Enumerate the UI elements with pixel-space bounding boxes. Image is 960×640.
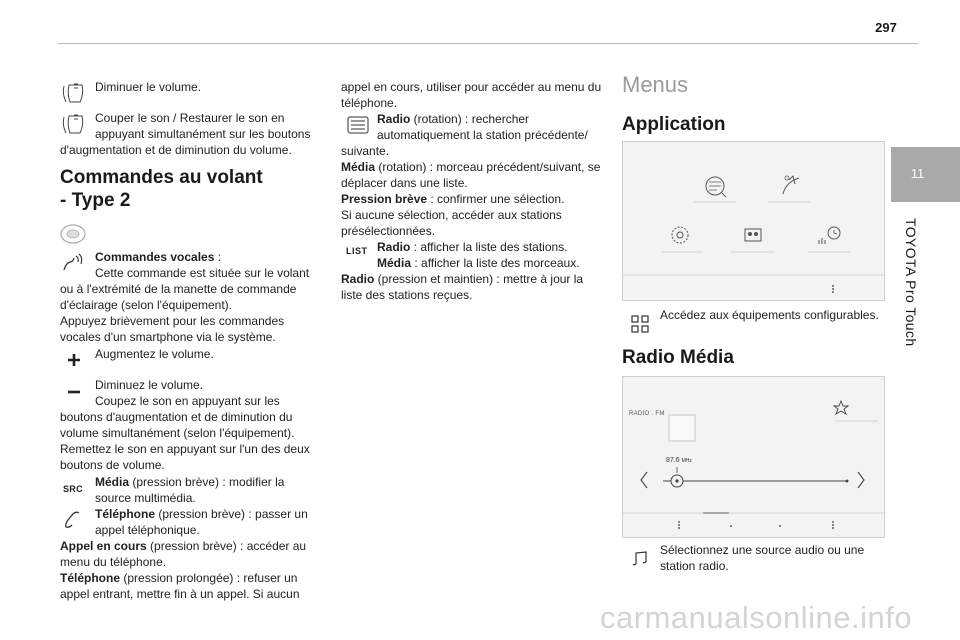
short-press-line: Si aucune sélection, accéder aux stations bbox=[341, 208, 562, 222]
minus-icon bbox=[66, 384, 82, 400]
voice-commands-line: Cette commande est située sur le volant bbox=[95, 266, 310, 280]
radio-media-heading: Radio Média bbox=[622, 347, 734, 368]
radio-media-screen bbox=[622, 376, 885, 538]
radio-media-description: Sélectionnez une source audio ou une bbox=[660, 543, 865, 557]
page-number: 297 bbox=[875, 20, 897, 35]
call-line: Appel en cours (pression brève) : accéder au bbox=[60, 539, 307, 553]
apps-icons-grid bbox=[623, 142, 886, 302]
voice-commands-line: Appuyez brièvement pour les commandes bbox=[60, 314, 285, 328]
plus-icon bbox=[66, 352, 82, 368]
src-button-label: SRC bbox=[63, 484, 83, 494]
voice-commands-line: Commandes vocales : bbox=[95, 250, 222, 264]
steering-switch-icon bbox=[60, 80, 94, 106]
voice-commands-line: ou à l'extrémité de la manette de commande bbox=[60, 282, 297, 296]
radio-band-label: RADIO . FM bbox=[629, 411, 665, 417]
media-rotation-line: Média (rotation) : morceau précédent/suivant, se bbox=[341, 160, 601, 174]
decrease-volume-text: Diminuer le volume. bbox=[95, 80, 202, 94]
short-press-line: présélectionnées. bbox=[341, 224, 436, 238]
col2-line: téléphone. bbox=[341, 96, 398, 110]
application-description: Accédez aux équipements configurables. bbox=[660, 308, 879, 322]
chapter-title: TOYOTA Pro Touch bbox=[903, 218, 919, 347]
application-heading: Application bbox=[622, 114, 726, 135]
steering-wheel-icon bbox=[58, 222, 88, 246]
phone-icon bbox=[62, 509, 84, 531]
media-line: Média (pression brève) : modifier la bbox=[95, 475, 285, 489]
media-line: source multimédia. bbox=[95, 491, 196, 505]
radio-rotation-line: automatiquement la station précédente/ bbox=[377, 128, 588, 142]
mute-text-line: appuyant simultanément sur les boutons bbox=[95, 127, 311, 141]
music-note-icon bbox=[630, 549, 650, 569]
minus-text-line: Diminuez le volume. bbox=[95, 378, 204, 392]
steering-switch-icon bbox=[60, 111, 94, 137]
phone-line: Téléphone (pression brève) : passer un bbox=[95, 507, 308, 521]
minus-text-line: boutons de volume. bbox=[60, 458, 165, 472]
chapter-number: 11 bbox=[910, 166, 925, 181]
radio-rotation-line: suivante. bbox=[341, 144, 390, 158]
watermark: carmanualsonline.info bbox=[600, 600, 913, 635]
voice-commands-line: vocales d'un smartphone via le système. bbox=[60, 330, 276, 344]
voice-command-icon bbox=[60, 253, 86, 275]
voice-commands-line: d'éclairage (selon l'équipement). bbox=[60, 298, 233, 312]
radio-media-description: station radio. bbox=[660, 559, 729, 573]
minus-text-line: Coupez le son en appuyant sur les bbox=[95, 394, 280, 408]
list-line: Média : afficher la liste des morceaux. bbox=[377, 256, 580, 270]
call-line: menu du téléphone. bbox=[60, 555, 167, 569]
menu-lines-icon bbox=[345, 114, 371, 136]
list-hold-line: liste des stations reçues. bbox=[341, 288, 473, 302]
radio-rotation-line: Radio (rotation) : rechercher bbox=[377, 112, 530, 126]
mute-text-line: d'augmentation et de diminution du volume. bbox=[60, 143, 292, 157]
menus-heading: Menus bbox=[622, 72, 689, 97]
short-press-line: Pression brève : confirmer une sélection. bbox=[341, 192, 565, 206]
phone2-line: appel entrant, mettre fin à un appel. Si aucun bbox=[60, 587, 300, 601]
phone2-line: Téléphone (pression prolongée) : refuser un bbox=[60, 571, 298, 585]
apps-grid-icon bbox=[630, 314, 650, 334]
list-button-label: LIST bbox=[346, 246, 368, 256]
media-rotation-line: déplacer dans une liste. bbox=[341, 176, 468, 190]
list-line: Radio : afficher la liste des stations. bbox=[377, 240, 568, 254]
section-heading-steering: Commandes au volant bbox=[60, 167, 263, 188]
radio-screen-graphics bbox=[623, 377, 886, 539]
mute-text-line: Couper le son / Restaurer le son en bbox=[95, 111, 285, 125]
minus-text-line: Remettez le son en appuyant sur l'un des deux bbox=[60, 442, 310, 456]
section-heading-steering-type: - Type 2 bbox=[60, 190, 131, 211]
radio-frequency: 87.6 MHz bbox=[666, 457, 692, 464]
list-hold-line: Radio (pression et maintien) : mettre à jour la bbox=[341, 272, 584, 286]
col2-line: appel en cours, utiliser pour accéder au menu du bbox=[341, 80, 602, 94]
increase-volume-text: Augmentez le volume. bbox=[95, 347, 214, 361]
minus-text-line: boutons d'augmentation et de diminution du bbox=[60, 410, 293, 424]
header-divider bbox=[58, 43, 918, 44]
minus-text-line: volume simultanément (selon l'équipement). bbox=[60, 426, 295, 440]
application-screen bbox=[622, 141, 885, 301]
phone-line: appel téléphonique. bbox=[95, 523, 200, 537]
